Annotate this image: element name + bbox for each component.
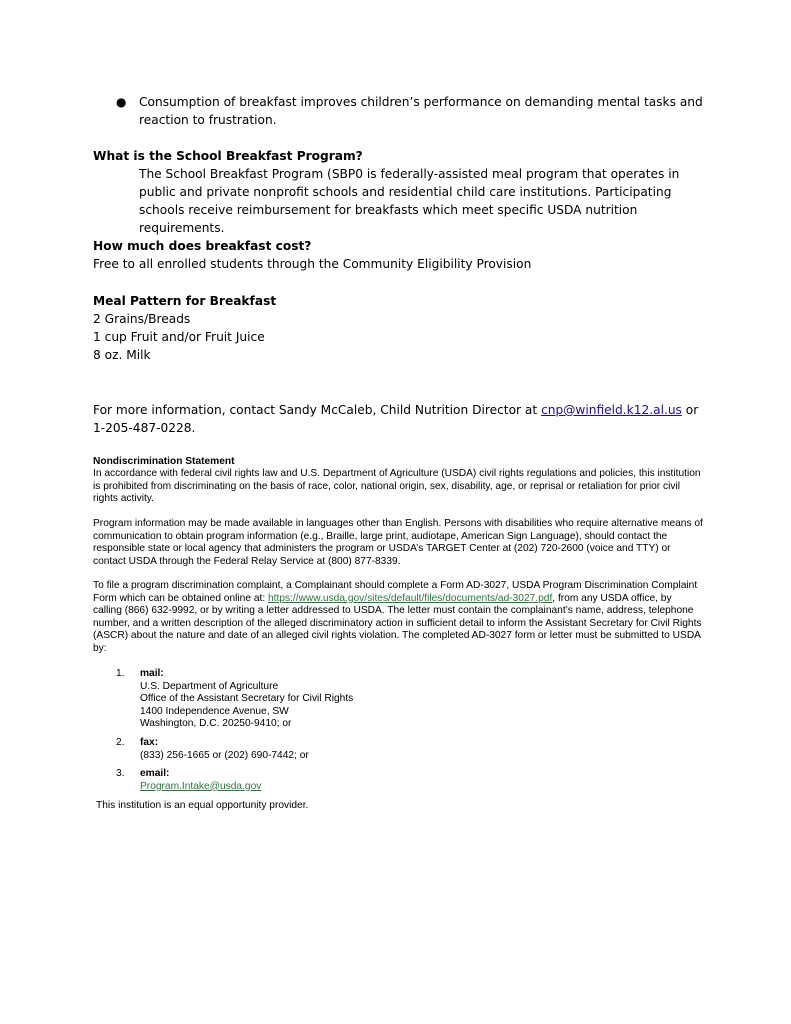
list-number: 3. bbox=[116, 768, 125, 779]
list-number: 2. bbox=[116, 737, 125, 748]
mail-line: U.S. Department of Agriculture bbox=[140, 680, 279, 692]
list-label: email: bbox=[140, 768, 170, 779]
meal-item: 2 Grains/Breads bbox=[93, 312, 191, 326]
list-item-email bbox=[140, 768, 660, 793]
cost-heading: How much does breakfast cost? bbox=[93, 239, 312, 253]
contact-suffix: or bbox=[681, 403, 699, 417]
meal-item: 8 oz. Milk bbox=[93, 348, 151, 362]
list-label: mail: bbox=[140, 668, 164, 679]
mail-line: 1400 Independence Avenue, SW bbox=[140, 705, 289, 717]
usda-intake-email-link[interactable]: Program.Intake@usda.gov bbox=[140, 780, 262, 792]
nondiscrimination-heading: Nondiscrimination Statement bbox=[93, 456, 235, 467]
contact-prefix: For more information, contact Sandy McCaleb, Child Nutrition Director at bbox=[93, 403, 542, 417]
cost-text: Free to all enrolled students through the Community Eligibility Provision bbox=[93, 257, 532, 271]
contact-email-link[interactable]: cnp@winfield.k12.al.us bbox=[541, 403, 682, 417]
list-number: 1. bbox=[116, 668, 125, 679]
bullet-dot: ● bbox=[116, 95, 127, 109]
fax-line: (833) 256-1665 or (202) 690-7442; or bbox=[140, 749, 309, 761]
list-item-fax bbox=[140, 737, 660, 762]
sbp-heading: What is the School Breakfast Program? bbox=[93, 149, 363, 163]
para3-before: To file a program discrimination complaint, a Complainant should complete a Form AD-3027, USDA Program Discrimination Complaint Form which can be obtained online at: bbox=[93, 580, 698, 604]
contact-line bbox=[93, 401, 713, 419]
ad3027-link[interactable]: https://www.usda.gov/sites/default/files/documents/ad-3027.pdf bbox=[268, 592, 553, 604]
equal-opportunity-statement: This institution is an equal opportunity provider. bbox=[96, 800, 309, 811]
nondiscrimination-para2: Program information may be made available in languages other than English. Persons with disabilities who require alternative means of communication to obtain program information (e.g., Braille, large print, audiotape, American Sign Language), should contact the responsible state or local agency that administers the program or USDA’s TARGET Center at (202) 720-2600 (voice and TTY) or contact USDA through the Federal Relay Service at (800) 877-8339. bbox=[93, 518, 703, 567]
meal-pattern-heading: Meal Pattern for Breakfast bbox=[93, 294, 277, 308]
para3-after: , from any USDA office, by calling (866) 632-9992, or by writing a letter addressed to USDA. The letter must contain the complainant’s name, address, telephone number, and a written description of the alleged discriminatory action in sufficient detail to inform the Assistant Secretary for Civil Rights (ASCR) about the nature and date of an alleged civil rights violation. The completed AD-3027 form or letter must be submitted to USDA by: bbox=[93, 592, 702, 654]
mail-line: Office of the Assistant Secretary for Civil Rights bbox=[140, 693, 354, 705]
nondiscrimination-para3 bbox=[93, 580, 703, 656]
mail-line: Washington, D.C. 20250-9410; or bbox=[140, 718, 292, 730]
contact-phone: 1-205-487-0228. bbox=[93, 421, 196, 435]
sbp-text: The School Breakfast Program (SBP0 is federally-assisted meal program that operates in public and private nonprofit schools and residential child care institutions. Participating schools receive reimbursement for breakfasts which meet specific USDA nutrition requirements. bbox=[139, 167, 680, 235]
bullet-breakfast-performance: Consumption of breakfast improves children’s performance on demanding mental tasks and reaction to frustration. bbox=[139, 95, 703, 127]
meal-item: 1 cup Fruit and/or Fruit Juice bbox=[93, 330, 265, 344]
nondiscrimination-para1: In accordance with federal civil rights law and U.S. Department of Agriculture (USDA) civil rights regulations and policies, this institution is prohibited from discriminating on the basis of race, color, national origin, sex, disability, age, or reprisal or retaliation for prior civil rights activity. bbox=[93, 468, 701, 505]
list-label: fax: bbox=[140, 737, 159, 748]
list-item-mail bbox=[140, 668, 660, 731]
